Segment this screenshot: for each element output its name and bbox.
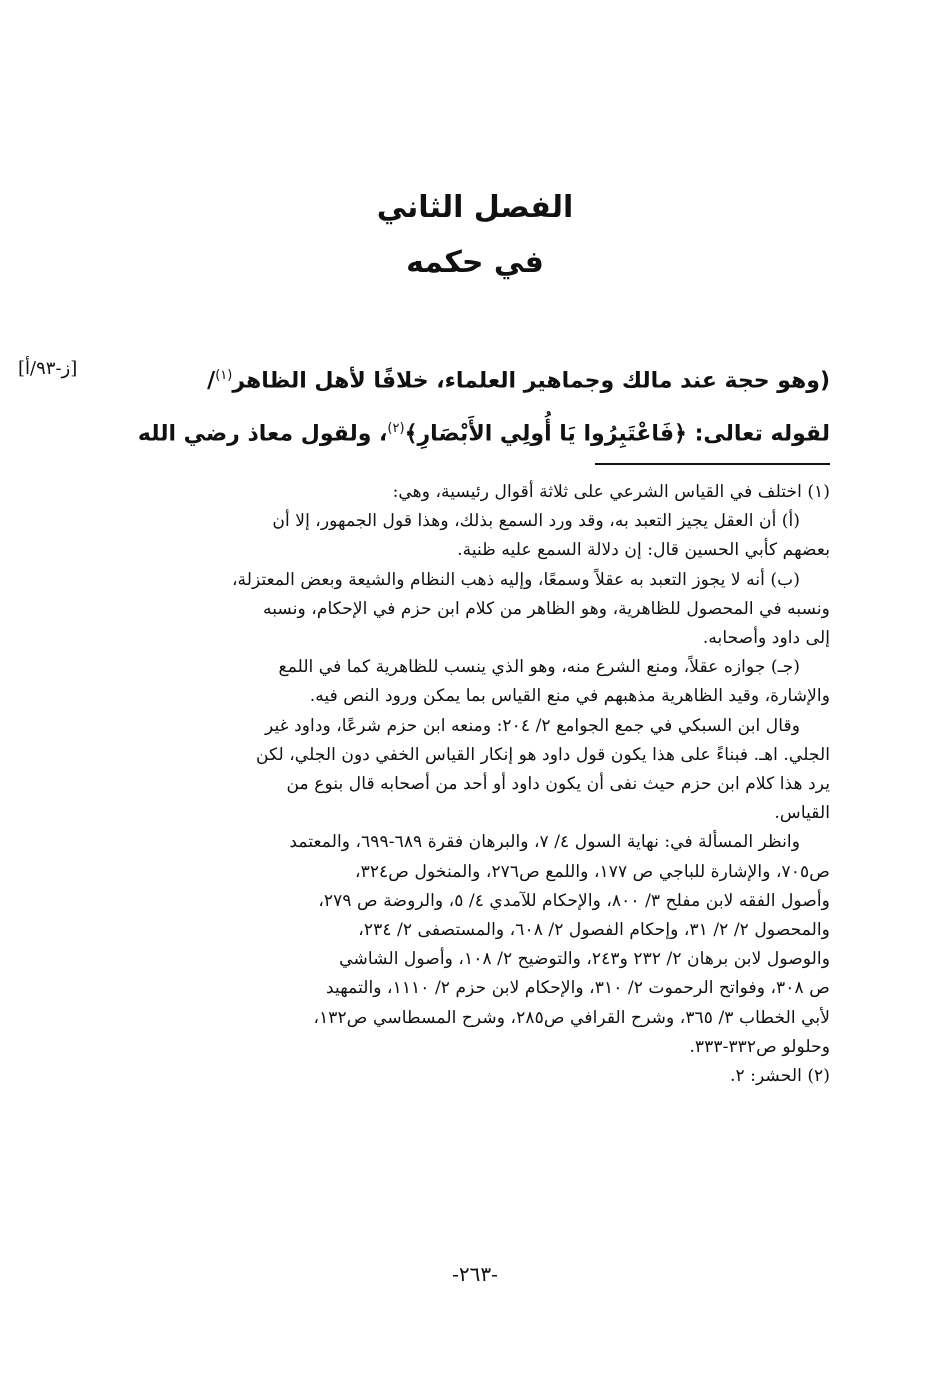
footnote-line: والمحصول ٢/ ٢/ ٣١، وإحكام الفصول ٢/ ٦٠٨، والمستصفى ٢/ ٢٣٤، — [358, 920, 830, 941]
footnote-line: لأبي الخطاب ٣/ ٣٦٥، وشرح القرافي ص٢٨٥، وشرح المسطاسي ص١٣٢، — [313, 1007, 830, 1028]
main-text — [120, 352, 830, 459]
footnote-line: ص٧٠٥، والإشارة للباجي ص ١٧٧، واللمع ص٢٧٦، والمنخول ص٣٢٤، — [355, 861, 830, 882]
footnote-line: وقال ابن السبكي في جمع الجوامع ٢/ ٢٠٤: ومنعه ابن حزم شرعًا، وداود غير — [264, 715, 800, 736]
footnote-line: (أ) أن العقل يجيز التعبد به، وقد ورد السمع بذلك، وهذا قول الجمهور، إلا أن — [272, 511, 800, 532]
footnote-line: (جـ) جوازه عقلاً، ومنع الشرع منه، وهو الذي ينسب للظاهرية كما في اللمع — [278, 657, 800, 678]
main-text-segment: ، ولقول معاذ رضي الله — [137, 421, 388, 447]
footnote-marker[interactable]: (١) — [215, 368, 233, 383]
footnote-line: يرد هذا كلام ابن حزم حيث نفى أن يكون داود أو أحد من أصحابه قال بنوع من — [286, 774, 830, 795]
main-text-segment: / — [207, 368, 216, 394]
margin-reference: [ز-٩٣/أ] — [18, 358, 78, 379]
footnote-line: بعضهم كأبي الحسين قال: إن دلالة السمع عليه ظنية. — [457, 540, 830, 561]
footnote-line: القياس. — [774, 803, 830, 824]
chapter-subtitle: في حكمه — [406, 245, 544, 280]
footnote-line: وانظر المسألة في: نهاية السول ٤/ ٧، والبرهان فقرة ٦٨٩-٦٩٩، والمعتمد — [289, 832, 800, 853]
footnote-line: والوصول لابن برهان ٢/ ٢٣٢ و٢٤٣، والتوضيح ٢/ ١٠٨، وأصول الشاشي — [339, 949, 830, 970]
main-text-line — [120, 352, 830, 405]
footnote-line: والإشارة، وقيد الظاهرية مذهبهم في منع القياس بما يمكن ورود النص فيه. — [309, 686, 830, 707]
page-number: -٢٦٣- — [452, 1262, 498, 1286]
footnote-line: ص ٣٠٨، وفواتح الرحموت ٢/ ٣١٠، والإحكام لابن حزم ٢/ ١١١٠، والتمهيد — [326, 978, 830, 999]
main-text-line — [120, 405, 830, 458]
footnote-marker[interactable]: (٢) — [387, 421, 405, 437]
footnote-line: (٢) الحشر: ٢. — [729, 1066, 830, 1087]
footnote-line: ونسبه في المحصول للظاهرية، وهو الظاهر من كلام ابن حزم في الإحكام، ونسبه — [263, 598, 830, 619]
quran-verse: لقوله تعالى: ﴿فَاعْتَبِرُوا يَا أُولِي الأَبْصَارِ﴾ — [404, 421, 830, 447]
footnote-line: وحلولو ص٣٣٢-٣٣٣. — [689, 1036, 830, 1057]
footnote-line: الجلي. اهـ. فبناءً على هذا يكون قول داود هو إنكار القياس الخفي دون الجلي، لكن — [255, 744, 830, 765]
footnote-separator — [595, 463, 830, 465]
chapter-title: الفصل الثاني — [376, 190, 574, 225]
main-text-segment: (وهو حجة عند مالك وجماهير العلماء، خلافًا لأهل الظاهر — [232, 368, 830, 394]
footnote-line: (١) اختلف في القياس الشرعي على ثلاثة أقوال رئيسية، وهي: — [392, 482, 830, 502]
footnote-line: وأصول الفقه لابن مفلح ٣/ ٨٠٠، والإحكام للآمدي ٤/ ٥، والروضة ص ٢٧٩، — [318, 890, 830, 911]
footnote-line: (ب) أنه لا يجوز التعبد به عقلاً وسمعًا، وإليه ذهب النظام والشيعة وبعض المعتزلة، — [231, 569, 800, 590]
footnote-line: إلى داود وأصحابه. — [702, 628, 830, 649]
footnotes — [120, 478, 830, 1091]
